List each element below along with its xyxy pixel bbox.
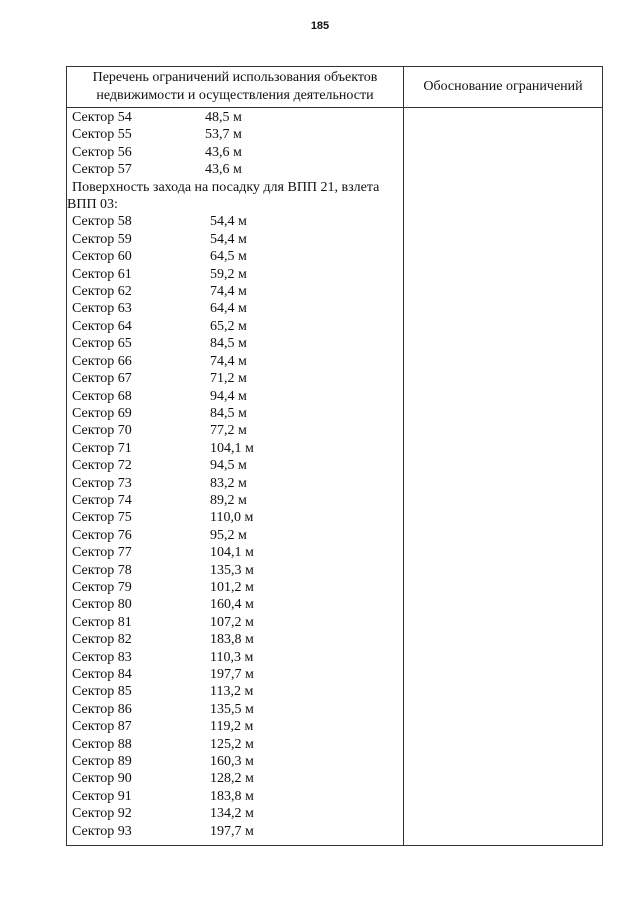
sector-height: 77,2 м	[210, 423, 247, 439]
sector-height: 134,2 м	[210, 806, 254, 822]
sector-row	[67, 457, 403, 474]
sector-row	[67, 300, 403, 317]
header-line-1: Перечень ограничений использования объектов	[92, 70, 378, 85]
sector-row	[67, 736, 403, 753]
sector-name: Сектор 61	[72, 266, 132, 282]
header-divider	[67, 107, 602, 108]
sector-name: Сектор 93	[72, 823, 132, 839]
sector-height: 119,2 м	[210, 719, 254, 735]
sector-height: 135,3 м	[210, 562, 254, 578]
sector-name: Сектор 67	[72, 371, 132, 387]
header-restrictions-list	[67, 67, 403, 107]
sector-name: Сектор 59	[72, 231, 132, 247]
sector-name: Сектор 66	[72, 353, 132, 369]
sector-name: Сектор 81	[72, 614, 132, 630]
sector-height: 84,5 м	[210, 405, 247, 421]
sector-row	[67, 266, 403, 283]
sector-name: Сектор 92	[72, 806, 132, 822]
sector-name: Сектор 87	[72, 719, 132, 735]
sector-height: 71,2 м	[210, 371, 247, 387]
sector-name: Сектор 86	[72, 701, 132, 717]
sector-name: Сектор 68	[72, 388, 132, 404]
sector-row	[67, 126, 403, 143]
sector-height: 113,2 м	[210, 684, 254, 700]
sector-name: Сектор 78	[72, 562, 132, 578]
sector-name: Сектор 80	[72, 597, 132, 613]
sector-height: 110,3 м	[210, 649, 254, 665]
sector-row	[67, 614, 403, 631]
sector-list	[67, 109, 403, 840]
sector-height: 160,4 м	[210, 597, 254, 613]
sector-height: 104,1 м	[210, 440, 254, 456]
sector-height: 48,5 м	[205, 110, 242, 125]
sector-name: Сектор 69	[72, 405, 132, 421]
sector-row	[67, 405, 403, 422]
sector-height: 54,4 м	[210, 214, 247, 230]
sector-name: Сектор 85	[72, 684, 132, 700]
sector-row	[67, 370, 403, 387]
sector-row	[67, 161, 403, 178]
runway-note-text: Поверхность захода на посадку для ВПП 21, взлета	[72, 179, 380, 195]
sector-name: Сектор 63	[72, 301, 132, 317]
sector-row	[67, 283, 403, 300]
sector-name: Сектор 55	[72, 127, 132, 143]
sector-name: Сектор 74	[72, 492, 132, 508]
sector-row	[67, 788, 403, 805]
sector-height: 84,5 м	[210, 336, 247, 352]
sector-row	[67, 335, 403, 352]
sector-row	[67, 509, 403, 526]
restrictions-table	[66, 66, 603, 846]
sector-height: 94,4 м	[210, 388, 247, 404]
sector-name: Сектор 58	[72, 214, 132, 230]
sector-height: 59,2 м	[210, 266, 247, 282]
sector-row	[67, 562, 403, 579]
sector-name: Сектор 77	[72, 545, 132, 561]
page-number: 185	[310, 20, 330, 32]
sector-height: 197,7 м	[210, 823, 254, 839]
sector-row	[67, 231, 403, 248]
runway-note-text: ВПП 03:	[67, 197, 118, 213]
sector-name: Сектор 72	[72, 458, 132, 474]
sector-row	[67, 701, 403, 718]
sector-name: Сектор 65	[72, 336, 132, 352]
sector-height: 183,8 м	[210, 632, 254, 648]
sector-height: 64,4 м	[210, 301, 247, 317]
sector-row	[67, 544, 403, 561]
sector-name: Сектор 83	[72, 649, 132, 665]
sector-row	[67, 666, 403, 683]
sector-height: 89,2 м	[210, 492, 247, 508]
sector-height: 74,4 м	[210, 284, 247, 300]
sector-name: Сектор 64	[72, 318, 132, 334]
sector-row	[67, 718, 403, 735]
sector-row	[67, 144, 403, 161]
sector-height: 183,8 м	[210, 788, 254, 804]
sector-row	[67, 596, 403, 613]
sector-height: 83,2 м	[210, 475, 247, 491]
sector-height: 43,6 м	[205, 162, 242, 178]
sector-row	[67, 579, 403, 596]
sector-name: Сектор 70	[72, 423, 132, 439]
sector-height: 65,2 м	[210, 318, 247, 334]
sector-row	[67, 805, 403, 822]
sector-name: Сектор 82	[72, 632, 132, 648]
sector-name: Сектор 91	[72, 788, 132, 804]
sector-name: Сектор 60	[72, 249, 132, 265]
header-line-2: недвижимости и осуществления деятельности	[96, 87, 374, 103]
sector-height: 110,0 м	[210, 510, 254, 526]
sector-row	[67, 213, 403, 230]
sector-name: Сектор 62	[72, 284, 132, 300]
sector-row	[67, 683, 403, 700]
sector-height: 94,5 м	[210, 458, 247, 474]
sector-height: 64,5 м	[210, 249, 247, 265]
sector-row	[67, 388, 403, 405]
sector-name: Сектор 84	[72, 667, 132, 682]
sector-row	[67, 631, 403, 648]
sector-name: Сектор 79	[72, 579, 132, 595]
sector-height: 53,7 м	[205, 127, 242, 143]
sector-name: Сектор 71	[72, 440, 132, 456]
runway-note-line-2	[67, 196, 403, 213]
sector-row	[67, 527, 403, 544]
sector-row	[67, 422, 403, 439]
sector-row	[67, 353, 403, 370]
sector-name: Сектор 89	[72, 754, 132, 770]
sector-row	[67, 649, 403, 666]
sector-name: Сектор 76	[72, 527, 132, 543]
sector-height: 107,2 м	[210, 614, 254, 630]
runway-note-line-1	[67, 179, 403, 196]
sector-height: 128,2 м	[210, 771, 254, 787]
sector-row	[67, 770, 403, 787]
sector-name: Сектор 73	[72, 475, 132, 491]
sector-name: Сектор 54	[72, 110, 132, 125]
sector-height: 54,4 м	[210, 231, 247, 247]
sector-height: 125,2 м	[210, 736, 254, 752]
sector-height: 95,2 м	[210, 527, 247, 543]
sector-height: 104,1 м	[210, 545, 254, 561]
sector-row	[67, 753, 403, 770]
sector-name: Сектор 57	[72, 162, 132, 178]
sector-height: 197,7 м	[210, 667, 254, 682]
sector-name: Сектор 56	[72, 144, 132, 160]
header-justification: Обоснование ограничений	[423, 79, 583, 94]
sector-name: Сектор 75	[72, 510, 132, 526]
sector-name: Сектор 90	[72, 771, 132, 787]
sector-name: Сектор 88	[72, 736, 132, 752]
sector-row	[67, 492, 403, 509]
column-divider	[403, 67, 404, 845]
sector-height: 43,6 м	[205, 144, 242, 160]
sector-height: 101,2 м	[210, 579, 254, 595]
sector-row	[67, 440, 403, 457]
sector-height: 74,4 м	[210, 353, 247, 369]
sector-row	[67, 318, 403, 335]
sector-row	[67, 475, 403, 492]
sector-row	[67, 248, 403, 265]
sector-height: 160,3 м	[210, 754, 254, 770]
sector-row	[67, 823, 403, 840]
sector-row	[67, 109, 403, 126]
sector-height: 135,5 м	[210, 701, 254, 717]
